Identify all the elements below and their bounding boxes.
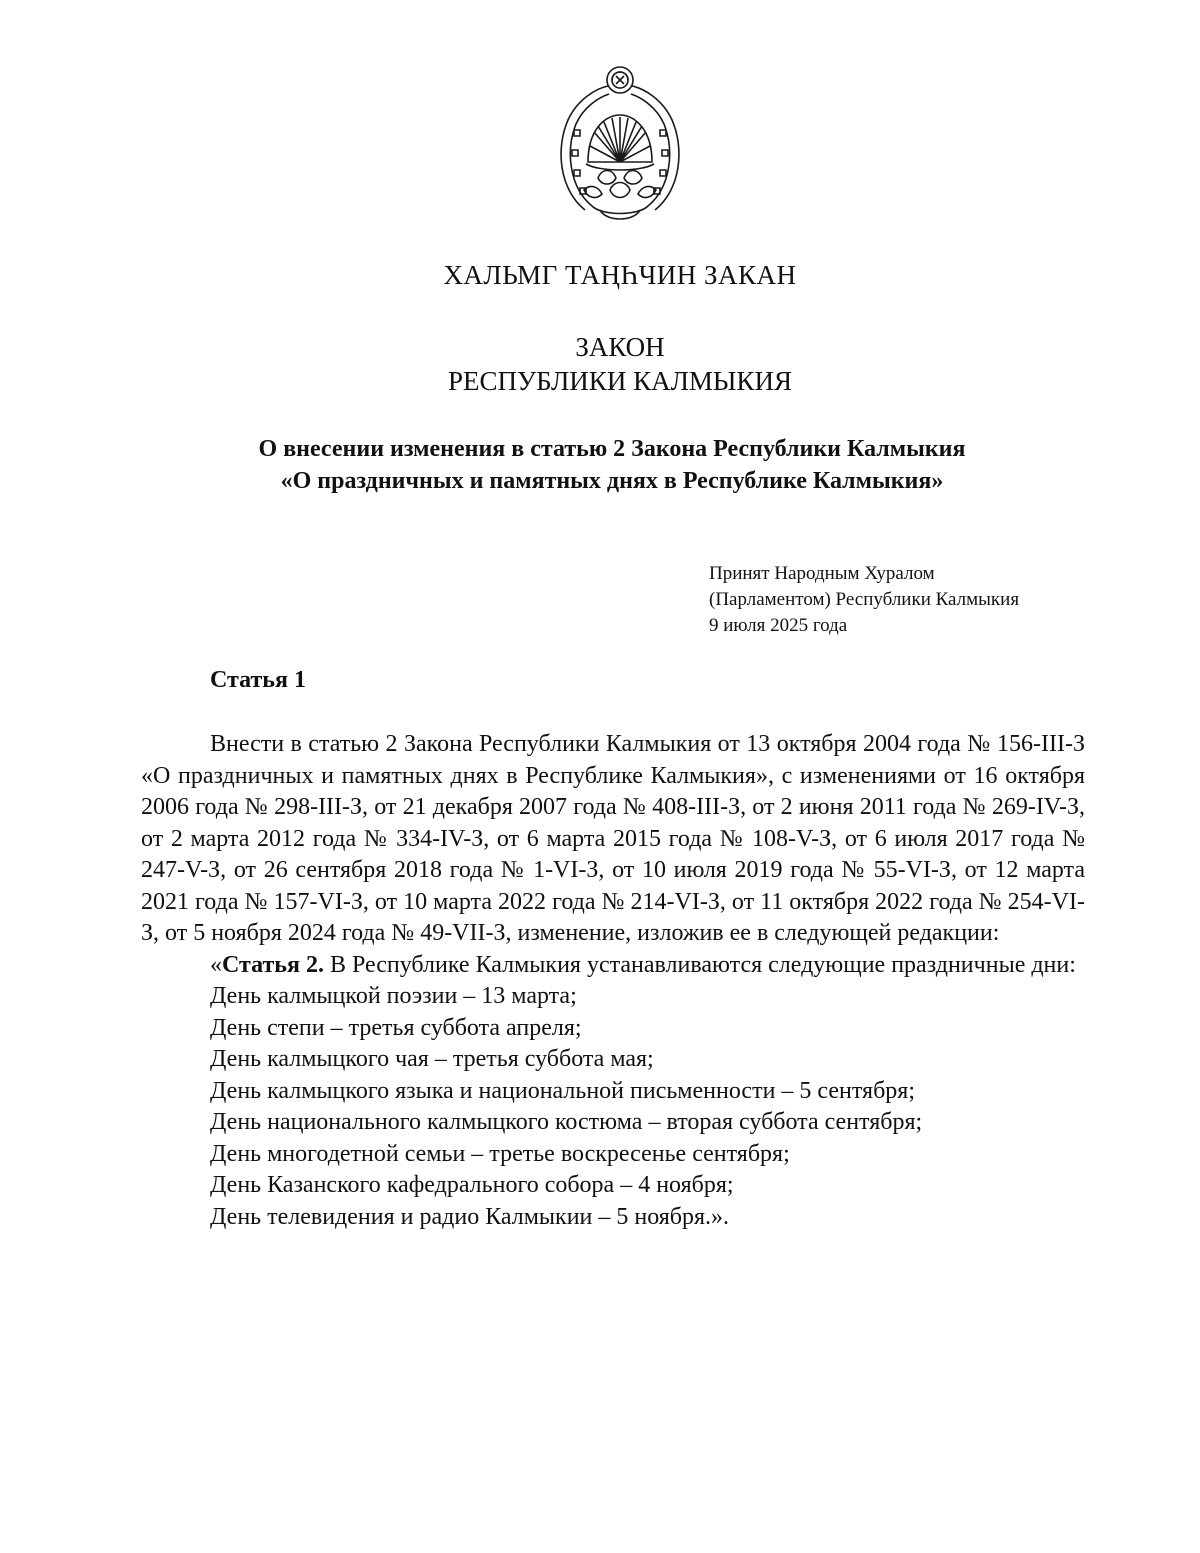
article-1-intro: Внести в статью 2 Закона Республики Калмыкия от 13 октября 2004 года № 156-III-З «О праздничных и памятных днях в Республике Калмыкия», с изменениями от 16 октября 2006 года № 298-III-З, от 21 декабря 2007 года № 408-III-З, от 2 июня 2011 года № 269-IV-З, от 2 марта 2012 года № 334-IV-З, от 6 марта 2015 года № 108-V-З, от 6 июля 2017 года № 247-V-З, от 26 сентября 2018 года № 1-VI-З, от 10 июля 2019 года № 55-VI-З, от 12 марта 2021 года № 157-VI-З, от 10 марта 2022 года № 214-VI-З, от 11 октября 2022 года № 254-VI-З, от 5 ноября 2024 года № 49-VII-З, изменение, изложив ее в следующей редакции: bbox=[141, 731, 1085, 946]
holiday-item: День калмыцкого чая – третья суббота мая; bbox=[210, 1046, 654, 1072]
adoption-note bbox=[709, 561, 1019, 639]
kalmyk-law-title: ХАЛЬМГ ТАҢҺЧИН ЗАКАН bbox=[443, 260, 797, 290]
holiday-item: День Казанского кафедрального собора – 4 ноября; bbox=[210, 1172, 734, 1198]
law-subject bbox=[0, 433, 1200, 497]
adoption-line-2: (Парламентом) Республики Калмыкия bbox=[709, 589, 1020, 610]
law-title bbox=[0, 330, 1200, 398]
subject-line-1: О внесении изменения в статью 2 Закона Республики Калмыкия bbox=[258, 436, 966, 462]
quote-open: « bbox=[210, 951, 222, 978]
subject-line-2: «О праздничных и памятных днях в Республике Калмыкия» bbox=[280, 468, 944, 494]
holiday-item: День национального калмыцкого костюма – вторая суббота сентября; bbox=[210, 1109, 923, 1135]
holiday-item: День калмыцкой поэзии – 13 марта; bbox=[210, 983, 577, 1009]
republic-name: РЕСПУБЛИКИ КАЛМЫКИЯ bbox=[448, 366, 792, 396]
article-1-heading: Статья 1 bbox=[210, 667, 306, 693]
adoption-line-1: Принят Народным Хуралом bbox=[709, 563, 935, 584]
republic-emblem-icon bbox=[550, 60, 690, 230]
quoted-article-text: В Республике Калмыкия устанавливаются следующие праздничные дни: bbox=[323, 951, 1076, 978]
article-2-quoted-paragraph bbox=[141, 950, 1085, 982]
holiday-item: День многодетной семьи – третье воскресенье сентября; bbox=[210, 1140, 790, 1167]
law-label: ЗАКОН bbox=[575, 332, 665, 362]
holiday-item: День калмыцкого языка и национальной письменности – 5 сентября; bbox=[210, 1077, 915, 1104]
holiday-item: День телевидения и радио Калмыкии – 5 ноября.». bbox=[210, 1203, 730, 1230]
adoption-date: 9 июля 2025 года bbox=[709, 615, 848, 636]
article-1-body bbox=[141, 729, 1085, 1233]
quoted-article-heading: Статья 2. bbox=[222, 951, 324, 978]
holiday-item: День степи – третья суббота апреля; bbox=[210, 1014, 582, 1041]
